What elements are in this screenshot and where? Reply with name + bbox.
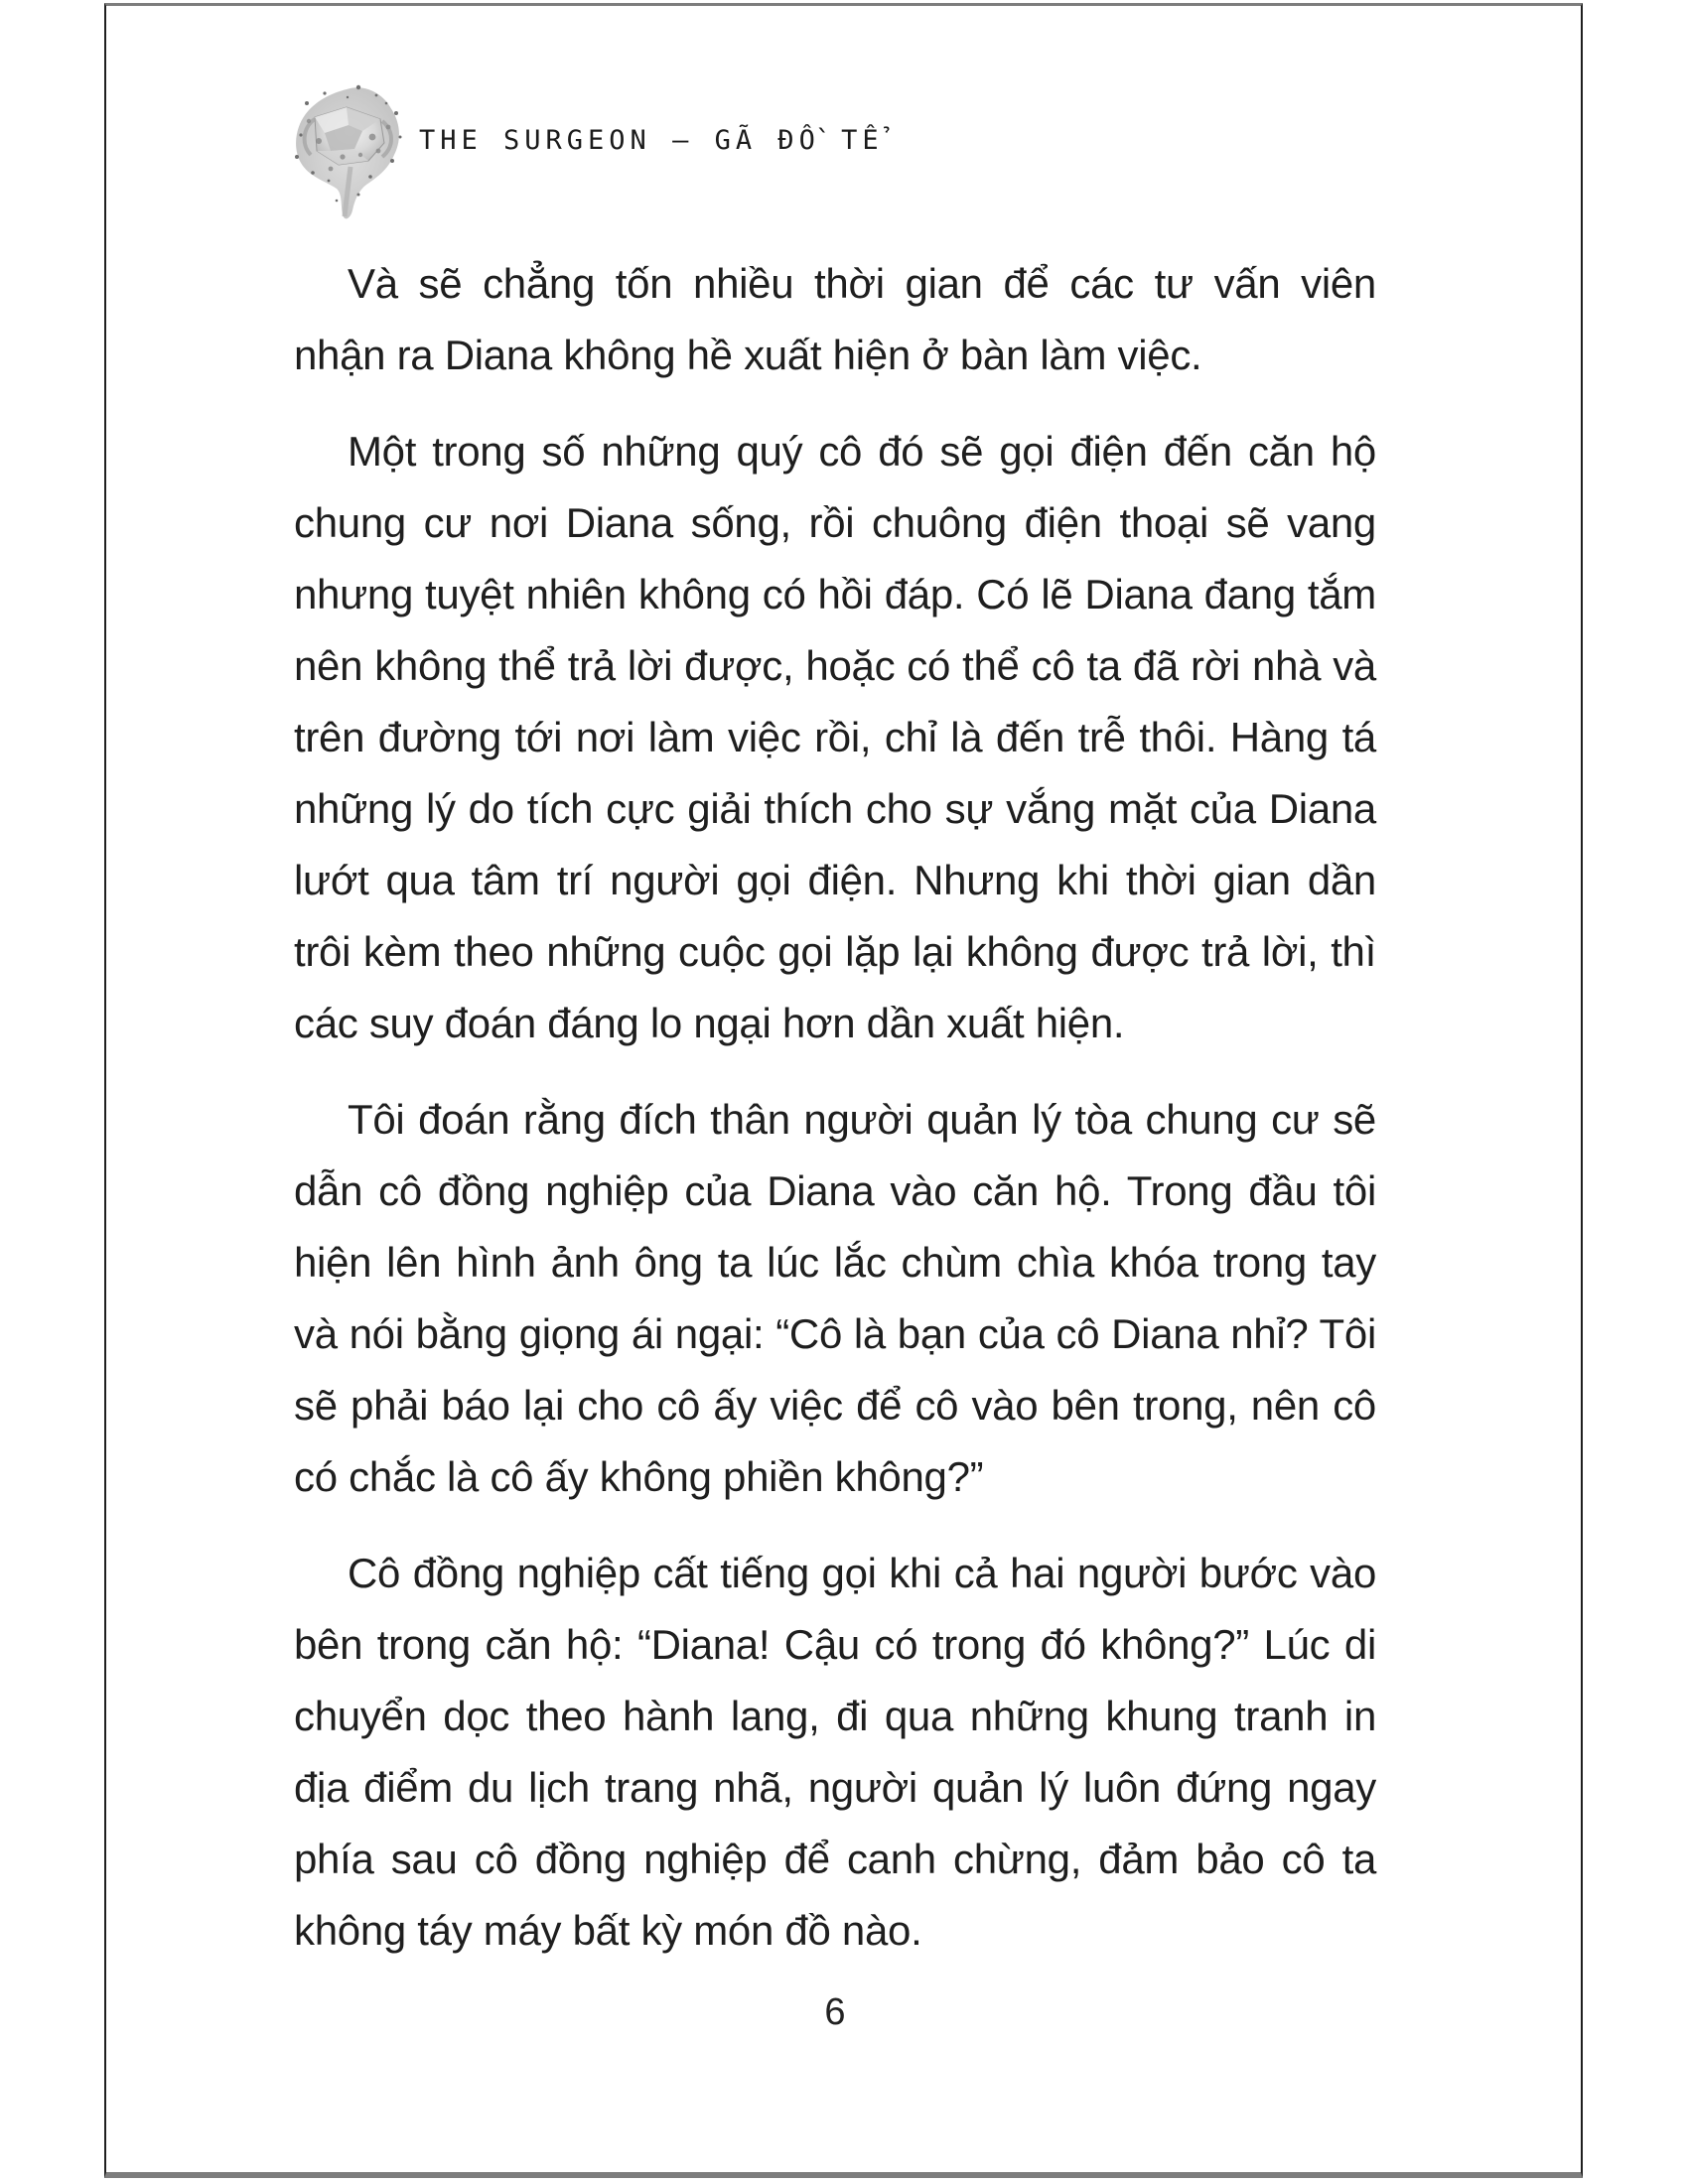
- page-body: [294, 248, 1376, 1991]
- paragraph: Tôi đoán rằng đích thân người quản lý tòa chung cư sẽ dẫn cô đồng nghiệp của Diana vào căn hộ. Trong đầu tôi hiện lên hình ảnh ông ta lúc lắc chùm chìa khóa trong tay và nói bằng giọng ái ngại: “Cô là bạn của cô Diana nhỉ? Tôi sẽ phải báo lại cho cô ấy việc để cô vào bên trong, nên cô có chắc là cô ấy không phiền không?”: [294, 1096, 1376, 1500]
- paragraph: Một trong số những quý cô đó sẽ gọi điện đến căn hộ chung cư nơi Diana sống, rồi chuông điện thoại sẽ vang nhưng tuyệt nhiên không có hồi đáp. Có lẽ Diana đang tắm nên không thể trả lời được, hoặc có thể cô ta đã rời nhà và trên đường tới nơi làm việc rồi, chỉ là đến trễ thôi. Hàng tá những lý do tích cực giải thích cho sự vắng mặt của Diana lướt qua tâm trí người gọi điện. Nhưng khi thời gian dần trôi kèm theo những cuộc gọi lặp lại không được trả lời, thì các suy đoán đáng lo ngại hơn dần xuất hiện.: [294, 428, 1376, 1046]
- surgical-mask-splatter-icon: [285, 77, 412, 226]
- book-title: THE SURGEON – GÃ ĐỒ TỂ: [419, 125, 884, 156]
- page-number: 6: [824, 1991, 846, 2033]
- book-page: [104, 3, 1583, 2178]
- paragraph: Và sẽ chẳng tốn nhiều thời gian để các tư vấn viên nhận ra Diana không hề xuất hiện ở bàn làm việc.: [294, 260, 1376, 378]
- paragraph: Cô đồng nghiệp cất tiếng gọi khi cả hai người bước vào bên trong căn hộ: “Diana! Cậu có trong đó không?” Lúc di chuyển dọc theo hành lang, đi qua những khung tranh in địa điểm du lịch trang nhã, người quản lý luôn đứng ngay phía sau cô đồng nghiệp để canh chừng, đảm bảo cô ta không táy máy bất kỳ món đồ nào.: [294, 1550, 1376, 1954]
